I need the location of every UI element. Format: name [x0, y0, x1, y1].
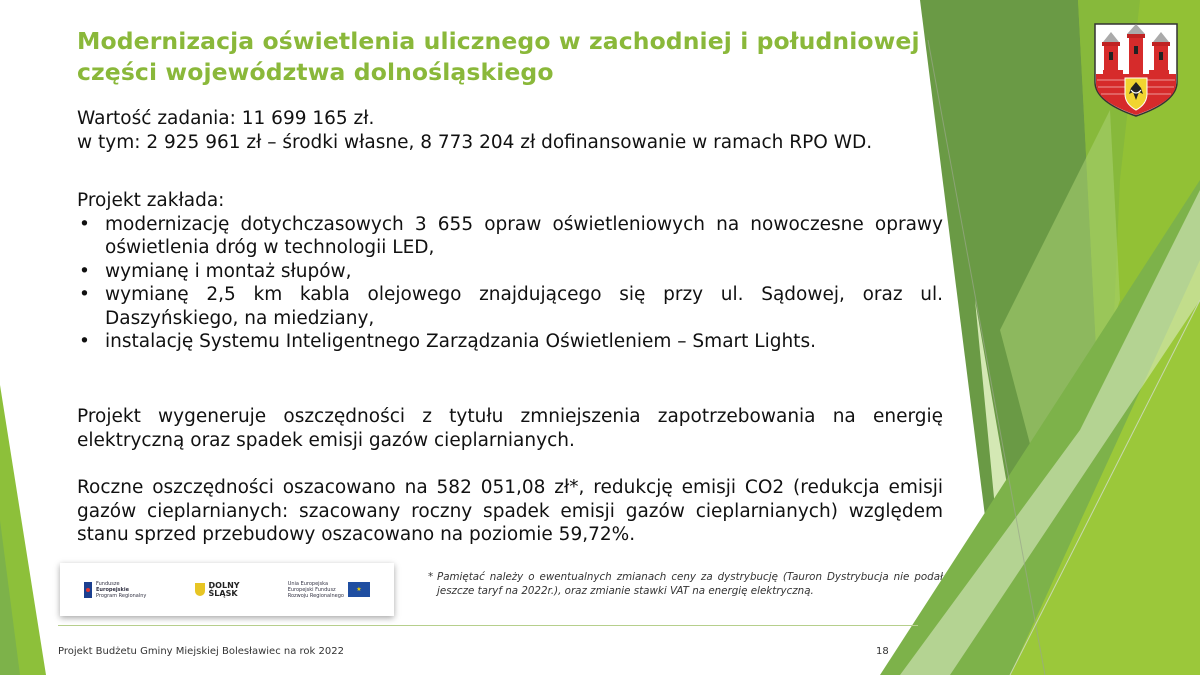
project-value-block	[77, 107, 957, 154]
fundusze-europejskie-logo: Fundusze Europejskie Program Regionalny	[84, 581, 146, 599]
bullet-item: • wymianę i montaż słupów,	[77, 260, 943, 284]
eu-flag-icon: ★	[348, 582, 370, 597]
footnote	[428, 570, 943, 598]
page-number: 18	[876, 646, 889, 657]
dolny-slask-eagle-icon	[195, 583, 205, 596]
dolny-slask-logo: DOLNY ŚLĄSK	[195, 582, 240, 598]
bullet-item: • instalację Systemu Inteligentnego Zarządzania Oświetleniem – Smart Lights.	[77, 330, 943, 354]
assumptions-list	[77, 213, 943, 354]
funding-logos-bar	[60, 563, 394, 616]
footnote-marker: *	[428, 571, 434, 583]
savings-paragraph: Projekt wygeneruje oszczędności z tytułu zmniejszenia zapotrzebowania na energię elektryczną oraz spadek emisji gazów cieplarnianych.	[77, 406, 943, 451]
funding-breakdown-line: w tym: 2 925 961 zł – środki własne, 8 773 204 zł dofinansowanie w ramach RPO WD.	[77, 131, 873, 153]
fundusze-europejskie-icon	[84, 582, 92, 598]
slide-title: Modernizacja oświetlenia ulicznego w zachodniej i południowej części województwa dolnośląskiego	[77, 27, 920, 86]
unia-europejska-logo: Unia Europejska Europejski Fundusz Rozwoju Regionalnego ★	[288, 581, 370, 599]
footer-divider	[58, 625, 918, 626]
coat-of-arms-icon	[1093, 22, 1179, 118]
project-assumptions	[77, 189, 943, 354]
bullet-item: • modernizację dotychczasowych 3 655 opraw oświetleniowych na nowoczesne oprawy oświetlenia dróg w technologii LED,	[77, 213, 943, 260]
footer-text: Projekt Budżetu Gminy Miejskiej Bolesławiec na rok 2022	[58, 646, 344, 657]
annual-savings-paragraph: Roczne oszczędności oszacowano na 582 051,08 zł*, redukcję emisji CO2 (redukcja emisji gazów cieplarnianych: szacowany roczny spadek emisji gazów cieplarnianych) względem stanu sprzed przebudowy oszacowano na poziomie 59,72%.	[77, 477, 943, 545]
footnote-text: Pamiętać należy o ewentualnych zmianach ceny za dystrybucję (Tauron Dystrybucja nie podał jeszcze taryf na 2022r.), oraz zmianie stawki VAT na energię elektryczną.	[437, 571, 943, 597]
bullet-item: • wymianę 2,5 km kabla olejowego znajdującego się przy ul. Sądowej, oraz ul. Daszyńskiego, na miedziany,	[77, 283, 943, 330]
project-value-line: Wartość zadania: 11 699 165 zł.	[77, 108, 375, 129]
assumptions-heading: Projekt zakłada:	[77, 190, 225, 211]
